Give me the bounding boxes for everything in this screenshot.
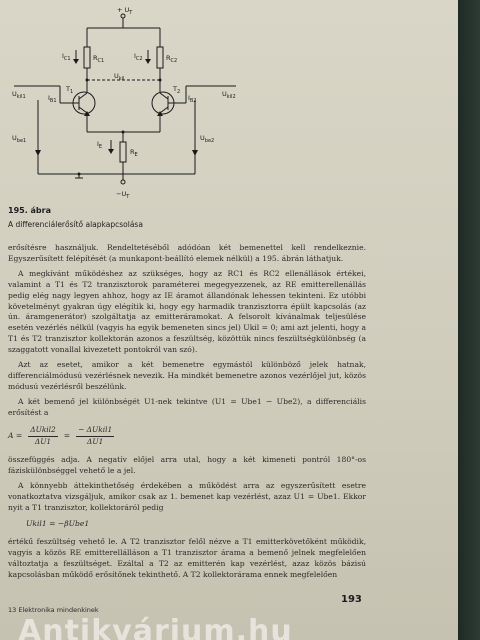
body-text xyxy=(8,243,366,584)
ukil2-label: $U_{kil2}$ xyxy=(222,90,236,100)
equation-ukil1: Ukil1 = −βUbe1 xyxy=(26,518,90,528)
ic2-label: $I_{C2}$ xyxy=(134,52,143,62)
paragraph: összefüggés adja. A negatív előjel arra utal, hogy a két kimeneti pontról 180°-os fáziskülönbséggel vehető le a jel. xyxy=(8,455,366,476)
rc1-label: $R_{C1}$ xyxy=(93,54,105,64)
figure-caption: A differenciálerősítő alapkapcsolása xyxy=(8,220,143,229)
figure-number: 195. ábra xyxy=(8,206,51,215)
paragraph: értékű feszültség vehető le. A T2 tranzisztor felől nézve a T1 emitterkövetőként működik, vagyis a közös RE emitterellálláson a T1 tranzisztor árama a bemenő jelnek megfelelően változtatja a feszültséget. Ezáltal a T2 az emitterén kap vezérlést, azaz közös bázisú kapcsolásban működő erősítőnek tekinthető. A T2 kollektorárama ennek megfelelően xyxy=(8,536,366,579)
ic1-label: $I_{C1}$ xyxy=(62,52,71,62)
eq-sign: = xyxy=(63,430,71,440)
rc2-label: $R_{C2}$ xyxy=(166,54,178,64)
footer-signature: 13 Elektronika mindenkinek xyxy=(8,606,99,614)
ie-label: $I_E$ xyxy=(97,140,103,150)
eq-lhs: A = xyxy=(8,430,23,440)
ukil1-label: $U_{kil1}$ xyxy=(12,90,26,100)
ib2-label: $I_{B2}$ xyxy=(188,94,197,104)
eq-fraction: $\frac{\text{− ΔUkil1}}{\Delta U1}$ xyxy=(78,424,113,446)
supply-minus-label: $-U_T$ xyxy=(116,190,130,200)
ube1-label: $U_{be1}$ xyxy=(12,134,27,144)
book-cover-edge xyxy=(458,0,480,640)
t1-label: $T_1$ xyxy=(66,85,74,95)
ukil-label: $U_{kil}$ xyxy=(114,72,125,82)
page-number: 193 xyxy=(341,594,362,605)
paragraph: erősítésre használjuk. Rendeltetéséből adódóan két bemenettel kell rendelkeznie. Egyszerűsített felépítését (a munkapont-beállító elemek nélkül) a 195. ábrán láthatjuk. xyxy=(8,243,366,263)
paragraph: A megkívánt működéshez az szükséges, hogy az RC1 és RC2 ellenállások értékei, valamint a T1 és T2 tranzisztorok paraméterei megegyezzenek, az RE emitterellenállás pedig elég nagy legyen ahhoz, hogy az IE áramot állandónak lehessen tekinteni. Ez utóbbi követelményt gyakran úgy elégítik ki, hogy egy harmadik tranzisztorra épült kapcsolás (az ún. áramgenerátor) szolgáltatja az emitteráramokat. A felsorolt kívánalmak teljesülése esetén vezérlés nélkül (vagyis ha egyik bemeneten sincs jel) Ukil = 0; ami azt jelenti, hogy a T1 és T2 tranzisztor kollektorán azonos a feszültség, közöttük nincs feszültségkülönbség (a szaggatott vonallal kivezetett pontokról van szó). xyxy=(8,268,366,355)
paragraph: Azt az esetet, amikor a két bemenetre egymástól különböző jelek hatnak, differenciálmódusú vezérlésnek nevezik. Ha mindkét bemenetre azonos vezérlőjel jut, közös módusú vezérlésről beszélünk. xyxy=(8,360,366,391)
ube2-label: $U_{be2}$ xyxy=(200,134,215,144)
eq-fraction: $\frac{\text{ΔUkil2}}{\Delta U1}$ xyxy=(30,424,56,446)
t2-label: $T_2$ xyxy=(173,85,181,95)
paragraph: A két bemenő jel különbségét U1-nek tekintve (U1 = Ube1 − Ube2), a differenciális erősítést a xyxy=(8,396,366,417)
watermark: Antikvárium.hu xyxy=(18,614,293,640)
differential-amplifier-circuit xyxy=(0,0,330,205)
equation-differential-gain xyxy=(8,425,366,448)
ib1-label: $I_{B1}$ xyxy=(48,94,57,104)
re-label: $R_E$ xyxy=(130,148,138,158)
paragraph: A könnyebb áttekinthetőség érdekében a működést arra az egyszerűsített esetre vonatkoztatva vizsgáljuk, amikor csak az 1. bemenet kap vezérlést, azaz U1 = Ube1. Ekkor nyit a T1 tranzisztor, kollektoráról pedig xyxy=(8,481,366,513)
supply-plus-label: + $U_T$ xyxy=(117,6,133,16)
